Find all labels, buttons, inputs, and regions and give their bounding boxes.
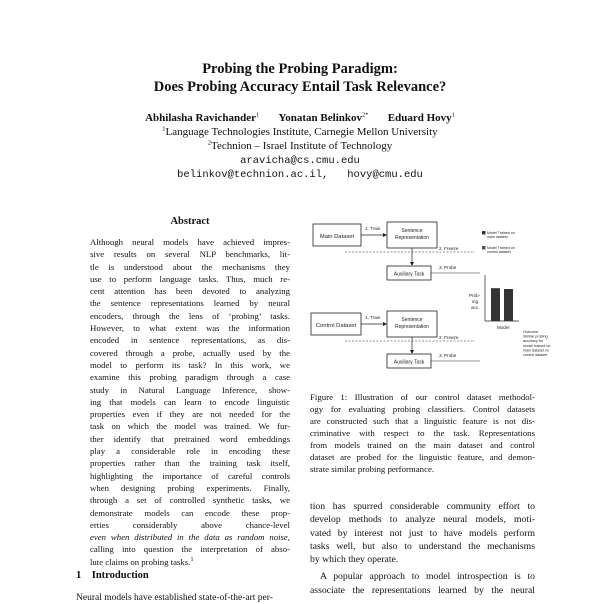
abstract-line: ing that models can learn to encode linguistic bbox=[90, 396, 290, 407]
abstract-line: sive results on several NLP benchmarks, lit- bbox=[90, 249, 290, 260]
body-line: A popular approach to model introspection is to bbox=[320, 571, 535, 583]
paper-title-line-1: Probing the Probing Paradigm: bbox=[202, 61, 398, 77]
outcome-note-line: Outcome: bbox=[523, 330, 539, 334]
abstract-line: However, to what extent was the information bbox=[90, 323, 290, 334]
author-3: Eduard Hovy bbox=[387, 112, 452, 124]
abstract-line: highlighting the importance of careful controls bbox=[90, 470, 290, 481]
right-column-text bbox=[310, 500, 535, 597]
author-1-affil: 1 bbox=[256, 111, 260, 119]
outcome-note-line: model trained on bbox=[523, 343, 551, 348]
abstract-line: task on which the model was trained. We fur- bbox=[90, 421, 290, 432]
legend-swatch-2 bbox=[482, 246, 486, 250]
svg-text:Prob-: Prob- bbox=[469, 293, 481, 298]
body-line: tasks well, but also to understand the mechanisms bbox=[310, 540, 535, 552]
legend-swatch-1 bbox=[482, 231, 486, 235]
affiliation-2: $^2$Technion – Israel Institute of Technology bbox=[207, 139, 393, 152]
abstract-line: the sentence representations learned by neural bbox=[90, 298, 290, 309]
body-line: tion has spurred considerable community effort to bbox=[310, 501, 535, 512]
email-2: belinkov@technion.ac.il, bbox=[177, 169, 329, 181]
abstract-line: play a considerable role in encoding these bbox=[90, 446, 290, 457]
affiliation-1: $^1$Language Technologies Institute, Carnegie Mellon University bbox=[162, 125, 438, 138]
abstract-line: ther identify that pretrained word embeddings bbox=[90, 433, 290, 444]
abstract-line: covered through a probe, actually used by the bbox=[90, 347, 290, 358]
svg-text:Sentence: Sentence bbox=[401, 228, 423, 234]
abstract-line: when designing probing experiments. Finally, bbox=[90, 482, 290, 493]
abstract-line: calling into question the interpretation of abso- bbox=[90, 544, 290, 555]
svg-text:Representation: Representation bbox=[395, 324, 429, 330]
chart-x-label: Model bbox=[497, 325, 510, 330]
svg-text:Sentence: Sentence bbox=[401, 317, 423, 323]
step-1-bottom: 1. Train bbox=[365, 315, 381, 320]
abstract-line: cent attention has been devoted to analyzing bbox=[90, 286, 290, 297]
abstract-line: through a set of controlled synthetic tasks, we bbox=[90, 495, 290, 506]
bar-main-model bbox=[491, 288, 500, 321]
author-2: Yonatan Belinkov bbox=[278, 112, 362, 124]
abstract-line: Although neural models have achieved impres- bbox=[90, 237, 290, 247]
svg-text:main dataset: main dataset bbox=[487, 235, 508, 239]
abstract-line: use to perform language tasks. Thus, much re- bbox=[90, 273, 290, 284]
section-1-heading bbox=[76, 570, 149, 581]
abstract-body bbox=[90, 236, 290, 568]
abstract-line: encoded in sentence representations, as dis- bbox=[90, 335, 290, 346]
email-3: hovy@cmu.edu bbox=[347, 169, 423, 181]
svg-text:Model Trained on: Model Trained on bbox=[487, 246, 515, 250]
email-1: aravicha@cs.cmu.edu bbox=[240, 155, 360, 167]
bar-control-model bbox=[504, 289, 513, 321]
abstract-line: tle is understood about the mechanisms they bbox=[90, 261, 290, 272]
abstract-line: examine this probing paradigm through a case bbox=[90, 372, 290, 383]
main-dataset-label: Main Dataset bbox=[319, 234, 355, 240]
svg-text:Representation: Representation bbox=[395, 235, 429, 241]
abstract-line: erties considerably above chance-level bbox=[90, 519, 290, 530]
abstract-line: properties even if they are not needed for the bbox=[90, 409, 290, 420]
svg-text:Auxiliary Task: Auxiliary Task bbox=[393, 359, 425, 366]
svg-text:Model Trained on: Model Trained on bbox=[487, 231, 515, 235]
control-dataset-label: Control Dataset bbox=[315, 323, 357, 329]
abstract-line: study in Natural Language Inference, show- bbox=[90, 384, 290, 395]
svg-text:ing: ing bbox=[472, 299, 479, 304]
step-1-top: 1. Train bbox=[365, 226, 381, 231]
caption-line: ogy for evaluating probing classifiers. Control datasets bbox=[310, 404, 535, 414]
caption-line: strate similar probing performance. bbox=[310, 464, 435, 474]
step-3-top: 3. Probe bbox=[439, 265, 457, 270]
step-2-top: 2. Freeze bbox=[439, 246, 459, 251]
section-1-title: Introduction bbox=[91, 570, 149, 581]
caption-line: from models trained on the main dataset and control bbox=[310, 440, 535, 450]
svg-text:Auxiliary Task: Auxiliary Task bbox=[393, 271, 425, 278]
body-line: by which they operate. bbox=[310, 554, 399, 566]
body-line: vated by interest not just to have models perform bbox=[310, 527, 535, 539]
author-2-affil: 2* bbox=[362, 111, 369, 119]
step-2-bottom: 2. Freeze bbox=[439, 335, 459, 340]
abstract-line: encoders, through the lens of ‘probing’ tasks. bbox=[90, 310, 290, 321]
outcome-note-line: Similar probing bbox=[523, 334, 548, 339]
abstract-line: lute claims on probing tasks.$^1$ bbox=[90, 555, 194, 567]
caption-line: are constructed such that a linguistic feature is not dis- bbox=[310, 416, 535, 426]
body-line: develop methods to analyze neural models, moti- bbox=[310, 514, 535, 526]
paper-title-line-2: Does Probing Accuracy Entail Task Relevance? bbox=[153, 79, 447, 95]
svg-text:acc.: acc. bbox=[471, 305, 480, 310]
section-1-first-line: Neural models have established state-of-the-art per- bbox=[76, 593, 273, 603]
abstract-line: even when distributed in the data as random noise, bbox=[90, 532, 290, 543]
figure-1-caption bbox=[310, 391, 535, 475]
svg-text:control dataset: control dataset bbox=[487, 250, 511, 254]
caption-line: criminative with respect to the task. Representations bbox=[310, 428, 535, 438]
author-3-affil: 1 bbox=[451, 111, 455, 119]
caption-line: dataset are probed for the linguistic feature, and demon- bbox=[310, 452, 535, 462]
caption-line: Figure 1: Illustration of our control dataset methodol- bbox=[310, 392, 535, 402]
outcome-note-line: main dataset vs bbox=[523, 348, 549, 353]
author-line bbox=[0, 111, 600, 125]
figure-1-diagram bbox=[305, 217, 555, 382]
author-1: Abhilasha Ravichander bbox=[145, 112, 257, 124]
section-1-number: 1 bbox=[76, 570, 82, 581]
body-line: associate the representations learned by the neural bbox=[310, 584, 535, 596]
abstract-heading: Abstract bbox=[170, 216, 210, 227]
step-3-bottom: 3. Probe bbox=[439, 353, 457, 358]
email-line-2 bbox=[0, 168, 600, 182]
outcome-note-line: control dataset bbox=[523, 353, 548, 357]
abstract-line: model to perform its task? In this work, we bbox=[90, 359, 290, 370]
outcome-note-line: accuracy for bbox=[523, 339, 544, 344]
abstract-line: properties rather than the training task itself, bbox=[90, 458, 290, 469]
abstract-line: demonstrate models can encode these prop- bbox=[90, 507, 290, 518]
